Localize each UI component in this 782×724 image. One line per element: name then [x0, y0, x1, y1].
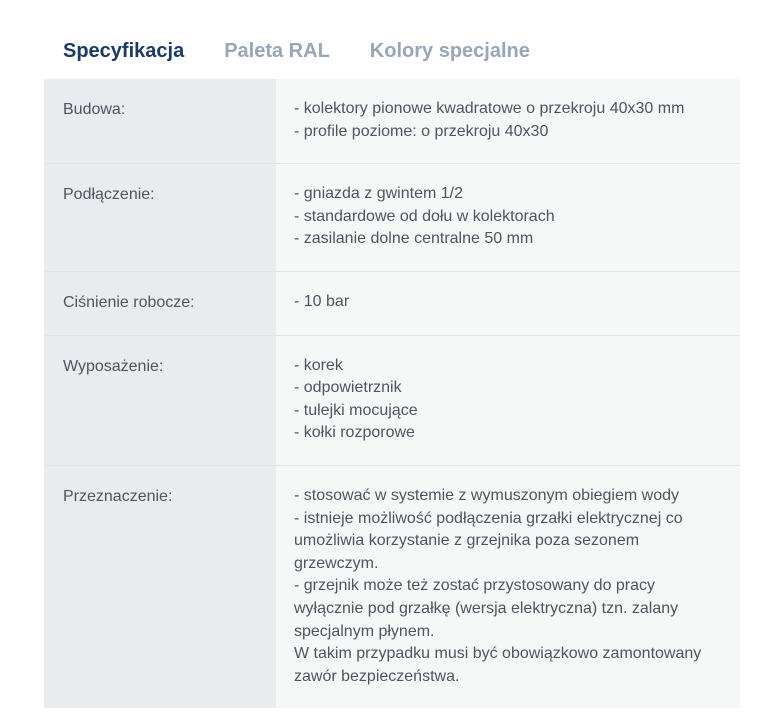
spec-label: Przeznaczenie:: [44, 466, 276, 708]
spec-values: [276, 164, 740, 271]
tab-kolory-specjalne[interactable]: Kolory specjalne: [369, 39, 530, 62]
spec-line: wyłącznie pod grzałkę (wersja elektryczna) tzn. zalany: [294, 599, 679, 617]
spec-table: [44, 79, 740, 708]
spec-line: - 10 bar: [294, 292, 350, 310]
spec-line: - stosować w systemie z wymuszonym obiegiem wody: [294, 486, 680, 504]
spec-line: - odpowietrznik: [294, 379, 402, 397]
spec-line: - zasilanie dolne centralne 50 mm: [294, 230, 534, 248]
spec-line: grzewczym.: [294, 554, 379, 572]
spec-row-podlaczenie: [44, 164, 740, 272]
tab-paleta-ral[interactable]: Paleta RAL: [224, 39, 330, 62]
spec-line: - profile poziome: o przekroju 40x30: [294, 122, 549, 140]
spec-line: - tulejki mocujące: [294, 401, 418, 419]
tab-bar: [63, 36, 570, 66]
spec-values: [276, 79, 740, 163]
spec-line: - kołki rozporowe: [294, 424, 415, 442]
spec-line: - korek: [294, 356, 343, 374]
spec-row-budowa: [44, 79, 740, 164]
spec-row-przeznaczenie: [44, 466, 740, 708]
spec-line: - gniazda z gwintem 1/2: [294, 185, 463, 203]
spec-line: umożliwia korzystanie z grzejnika poza sezonem: [294, 532, 640, 550]
spec-label: Ciśnienie robocze:: [44, 272, 276, 335]
spec-line: specjalnym płynem.: [294, 622, 435, 640]
spec-row-wyposazenie: [44, 336, 740, 466]
spec-line: - standardowe od dołu w kolektorach: [294, 207, 555, 225]
spec-label: Wyposażenie:: [44, 336, 276, 465]
spec-label: Podłączenie:: [44, 164, 276, 271]
spec-values: [276, 272, 740, 335]
spec-line: - grzejnik może też zostać przystosowany do pracy: [294, 577, 656, 595]
spec-label: Budowa:: [44, 79, 276, 163]
tab-specyfikacja[interactable]: Specyfikacja: [63, 39, 185, 62]
spec-line: zawór bezpieczeństwa.: [294, 667, 460, 685]
spec-line: - istnieje możliwość podłączenia grzałki elektrycznej co: [294, 509, 683, 527]
spec-line: W takim przypadku musi być obowiązkowo zamontowany: [294, 645, 702, 663]
spec-values: [276, 466, 740, 708]
spec-values: [276, 336, 740, 465]
spec-row-cisnienie: [44, 272, 740, 336]
spec-line: - kolektory pionowe kwadratowe o przekroju 40x30 mm: [294, 100, 685, 117]
